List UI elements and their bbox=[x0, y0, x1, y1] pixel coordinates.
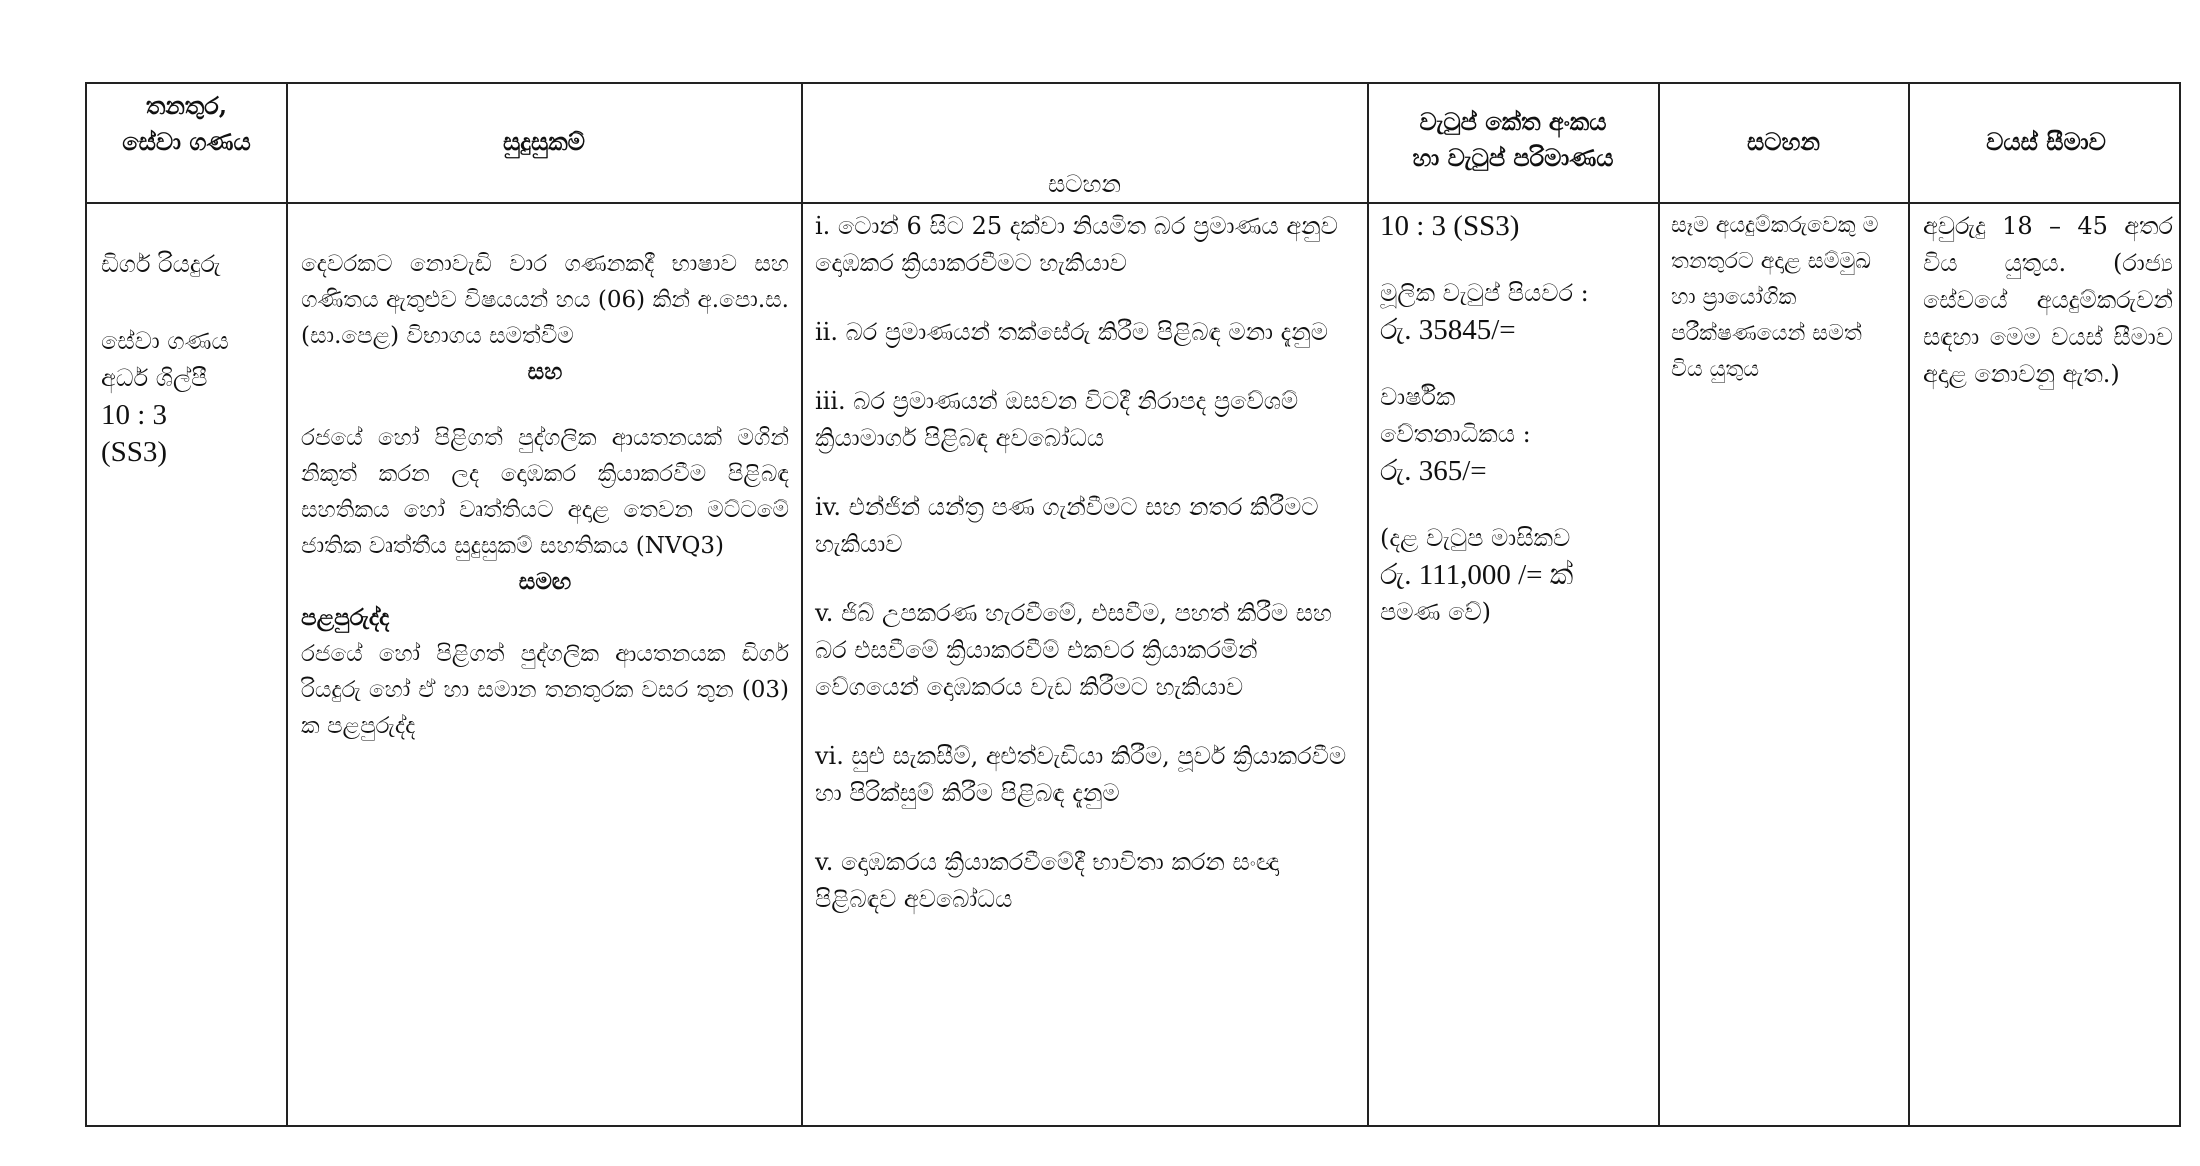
note-item: ii. බර ප්‍රමාණයන් තක්සේරු කිරීම පිළිබඳ මනා දැනුම bbox=[815, 318, 1329, 346]
remarks-cell: සෑම අයදුම්කරුවෙකු ම තනතුරට අදාළ සම්මුඛ හා ප්‍රායෝගික පරීක්ෂණයෙන් සමත් විය යුතුය bbox=[1671, 213, 1879, 382]
salary-cell: 10 : 3 (SS3) මූලික වැටුප් පියවර : රු. 35845/= වාර්ෂික වේතනාධිකය : රු. 365/= (දළ වැටුප මාසිකව රු. 111,000 /= ක් පමණ වේ) bbox=[1380, 210, 1589, 626]
qualifications-cell: දෙවරකට නොවැඩි වාර ගණනකදී භාෂාව සහ ගණිතය ඇතුළුව විෂයයන් හය (06) කින් අ.පො.ස. (සා.පෙළ) විභාගය සමත්වීම සහ රජයේ හෝ පිළිගත් පුද්ගලික ආයතනයක් මගින් නිකුත් කරන ලද දොඹකර ක්‍රියාකරවීම පිළිබඳ සහතිකය හෝ වෘත්තියට අදාළ තෙවන මට්ටමේ ජාතික වෘත්තීය සුදුසුකම් සහතිකය (NVQ3) සමඟ පළපුරුද්ද රජයේ හෝ පිළිගත් පුද්ගලික ආයතනයක ඩිගර් රියදුරු හෝ ඒ හා සමාන තනතුරක වසර තුන (03) ක පළපුරුද්ද bbox=[301, 251, 789, 739]
recruitment-table bbox=[85, 82, 2181, 1127]
header-age-limit: වයස් සීමාව bbox=[1986, 127, 2106, 156]
column-divider bbox=[1367, 84, 1369, 1125]
age-limit-cell: අවුරුදු 18 – 45 අතර විය යුතුය. (රාජ්‍ය සේවයේ අයදුම්කරුවන් සඳහා මෙම වයස් සීමාව අදාළ නොවනු ඇත.) bbox=[1923, 212, 2173, 388]
note-item: vi. සුළු සැකසීම්, අළුත්වැඩියා කිරීම, පූර්ව ක්‍රියාකරවීම හා පිරික්සුම් කිරීම පිළිබඳ දැනුම bbox=[815, 742, 1347, 807]
column-divider bbox=[801, 84, 803, 1125]
notes-cell bbox=[815, 208, 1355, 950]
note-item: i. ටොන් 6 සිට 25 දක්වා නියමිත බර ප්‍රමාණය අනුව දොඹකර ක්‍රියාකරවීමට හැකියාව bbox=[815, 212, 1338, 277]
column-divider bbox=[1658, 84, 1660, 1125]
header-qualifications: සුදුසුකම් bbox=[503, 127, 585, 156]
header-post-service: තනතුර, සේවා ගණය bbox=[122, 91, 251, 156]
column-divider bbox=[1908, 84, 1910, 1125]
post-cell: ඩිගර් රියදුරු සේවා ගණය අර්ධ ශිල්පී 10 : 3 (SS3) bbox=[101, 250, 229, 468]
note-item: v. ජිබ් උපකරණ හැරවීමේ, එසවීම, පහත් කිරීම සහ බර එසවීමේ ක්‍රියාකරවීම් එකවර ක්‍රියාකරමින් වේගයෙන් දොඹකරය වැඩ කිරීමට හැකියාව bbox=[815, 599, 1332, 701]
header-salary: වැටුප් කේත අංකය හා වැටුප් පරිමාණය bbox=[1412, 107, 1614, 172]
note-item: v. දොඹකරය ක්‍රියාකරවීමේදී භාවිතා කරන සංඥා පිළිබඳව අවබෝධය bbox=[815, 848, 1280, 913]
header-remarks: සටහන bbox=[1747, 127, 1820, 156]
header-notes: සටහන bbox=[1048, 170, 1121, 198]
note-item: iv. එන්ජින් යන්ත්‍ර පණ ගැන්වීමට සහ නතර කිරීමට හැකියාව bbox=[815, 493, 1319, 558]
header-divider bbox=[87, 202, 2179, 204]
note-item: iii. බර ප්‍රමාණයන් ඔසවන විටදී නිරාපද ප්‍රවේශම් ක්‍රියාමාර්ග පිළිබඳ අවබෝධය bbox=[815, 387, 1299, 452]
column-divider bbox=[286, 84, 288, 1125]
